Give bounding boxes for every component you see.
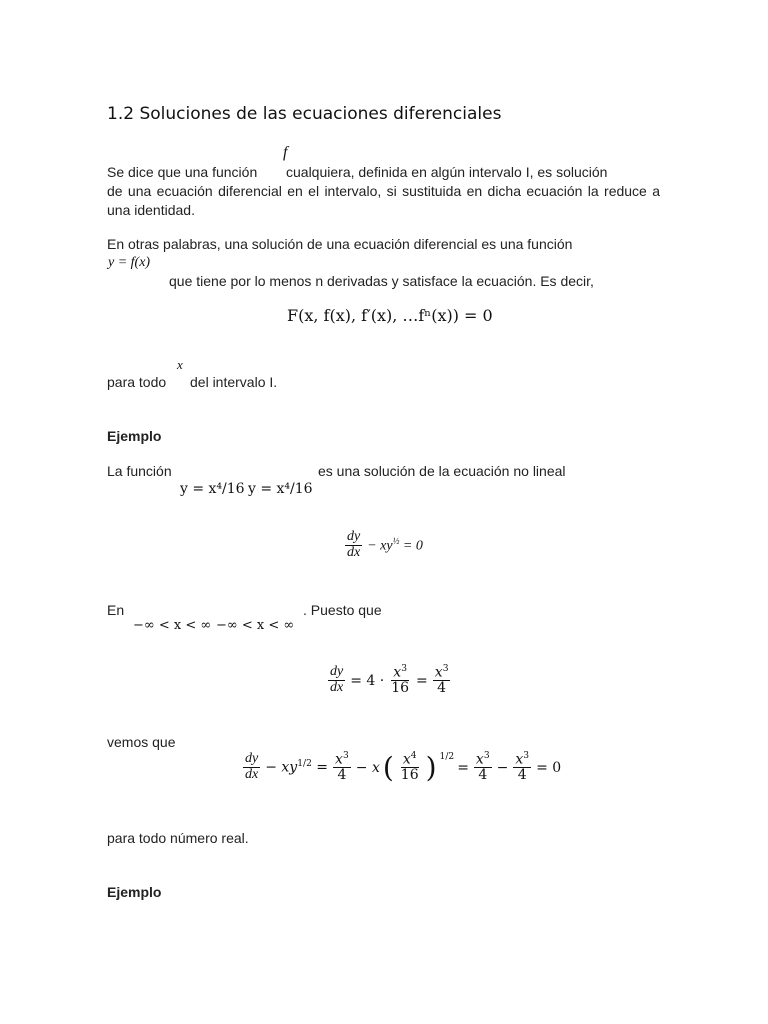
section-title: 1.2 Soluciones de las ecuaciones diferenciales (107, 104, 502, 124)
example1-text-b: es una solución de la ecuación no lineal (318, 463, 566, 479)
interval-formula: −∞ < x < ∞ (133, 618, 212, 633)
interval-formula-duplicate: −∞ < x < ∞ (216, 618, 295, 633)
yfx-formula: y = f(x) (108, 255, 151, 270)
para2-text-b: que tiene por lo menos n derivadas y satisface la ecuación. Es decir, (169, 273, 594, 289)
example2-heading: Ejemplo (107, 884, 162, 900)
para6-text: para todo número real. (107, 830, 249, 846)
function-formula: y = x⁴/16 (180, 481, 245, 497)
para1-text-a: Se dice que una función (107, 164, 258, 180)
verification-equation: $\frac{dy}{dx}$ − $xy^{1/2}$ = $\frac{x^3}{4}$ − x ( $\frac{x^4}{16}$ ) $^{1/2}$ = $\frac{x^3}{4}$ − $\frac{x^3}{4}$ = 0 (245, 750, 562, 784)
function-formula-duplicate: y = x⁴/16 (248, 481, 313, 497)
para4-text-a: En (107, 602, 125, 618)
para5-text: vemos que (107, 734, 176, 750)
para1-text-b: cualquiera, definida en algún intervalo I, es solución (286, 164, 608, 180)
para2-text-a: En otras palabras, una solución de una ecuación diferencial es una función (107, 236, 573, 252)
para1-text-c: de una ecuación diferencial en el intervalo, si sustituida en dicha ecuación la reduce a una identidad. (107, 183, 660, 218)
x-symbol: x (177, 357, 183, 372)
ode-equation: $\frac{dy}{dx}$ − $xy^{\frac{1}{2}} = 0$ (347, 529, 423, 560)
example1-heading: Ejemplo (107, 428, 162, 444)
general-equation: F(x, f(x), f′(x), …fⁿ(x)) = 0 (287, 306, 493, 325)
derivative-equation: $\frac{dy}{dx}$ = 4 · $\frac{x^3}{16}$ = $\frac{x^3}{4}$ (330, 664, 449, 697)
f-symbol: f (283, 144, 288, 161)
para3-text-a: para todo (107, 374, 167, 390)
para3-text-b: del intervalo I. (190, 374, 278, 390)
example1-text-a: La función (107, 463, 172, 479)
para4-text-b: . Puesto que (303, 602, 382, 618)
